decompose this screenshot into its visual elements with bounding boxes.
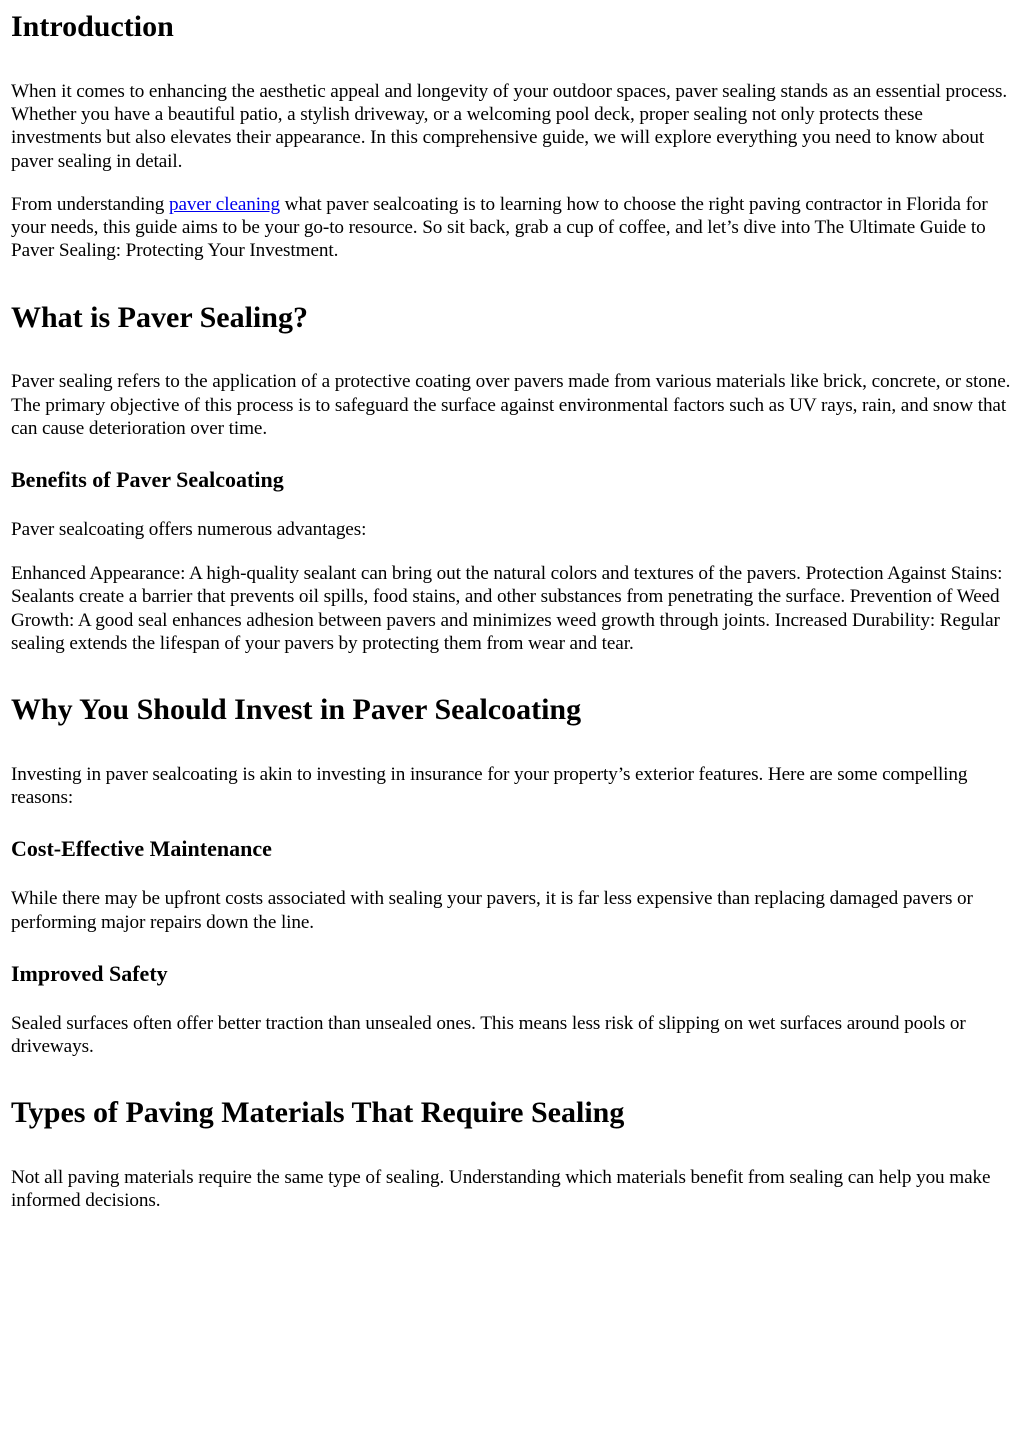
subsection-title-cost-effective: Cost-Effective Maintenance bbox=[11, 836, 272, 862]
intro-paragraph-1: When it comes to enhancing the aesthetic appeal and longevity of your outdoor spaces, paver sealing stands as an essential process. Whether you have a beautiful patio, a stylish driveway, or a welcoming pool deck, proper sealing not only protects these investments but also elevates their appearance. In this comprehensive guide, we will explore everything you need to know about paver sealing in detail. bbox=[11, 81, 1008, 172]
section-title-types-of-materials: Types of Paving Materials That Require Sealing bbox=[11, 1096, 625, 1130]
section-title-introduction: Introduction bbox=[11, 10, 174, 43]
subsection-title-improved-safety: Improved Safety bbox=[11, 960, 168, 986]
safety-paragraph: Sealed surfaces often offer better traction than unsealed ones. This means less risk of slipping on wet surfaces around pools or driveways. bbox=[11, 1012, 966, 1058]
why-paragraph: Investing in paver sealcoating is akin to investing in insurance for your property’s exterior features. Here are some compelling reasons: bbox=[11, 764, 968, 809]
intro-paragraph-2 bbox=[11, 193, 1013, 263]
paver-cleaning-link[interactable]: paver cleaning bbox=[168, 193, 280, 215]
types-paragraph: Not all paving materials require the same type of sealing. Understanding which materials benefit from sealing can help you make informed decisions. bbox=[11, 1167, 991, 1212]
cost-paragraph: While there may be upfront costs associated with sealing your pavers, it is far less expensive than replacing damaged pavers or performing major repairs down the line. bbox=[11, 888, 973, 933]
section-title-what-is-paver-sealing: What is Paver Sealing? bbox=[11, 301, 308, 335]
what-paragraph: Paver sealing refers to the application of a protective coating over pavers made from various materials like brick, concrete, or stone. The primary objective of this process is to safeguard the surface against environmental factors such as UV rays, rain, and snow that can cause deterioration over time. bbox=[11, 371, 1011, 439]
document-page bbox=[0, 9, 1024, 1455]
intro-paragraph-2-lead: From understanding bbox=[11, 193, 169, 215]
intro-paragraph-2-rest: what paver sealcoating is to learning how to choose the right paving contractor in Florida for your needs, this guide aims to be your go-to resource. So sit back, grab a cup of coffee, and let’s dive into The Ultimate Guide to Paver Sealing: Protecting Your Investment. bbox=[11, 193, 988, 262]
section-title-why-invest: Why You Should Invest in Paver Sealcoating bbox=[11, 693, 582, 727]
benefits-intro-paragraph: Paver sealcoating offers numerous advantages: bbox=[11, 519, 367, 541]
benefits-list-paragraph: Enhanced Appearance: A high-quality sealant can bring out the natural colors and textures of the pavers. Protection Against Stains: Sealants create a barrier that prevents oil spills, food stains, and other substances from penetrating the surface. Prevention of Weed Growth: A good seal enhances adhesion between pavers and minimizes weed growth through joints. Increased Durability: Regular sealing extends the lifespan of your pavers by protecting them from wear and tear. bbox=[11, 563, 1003, 654]
subsection-title-benefits: Benefits of Paver Sealcoating bbox=[11, 467, 284, 493]
